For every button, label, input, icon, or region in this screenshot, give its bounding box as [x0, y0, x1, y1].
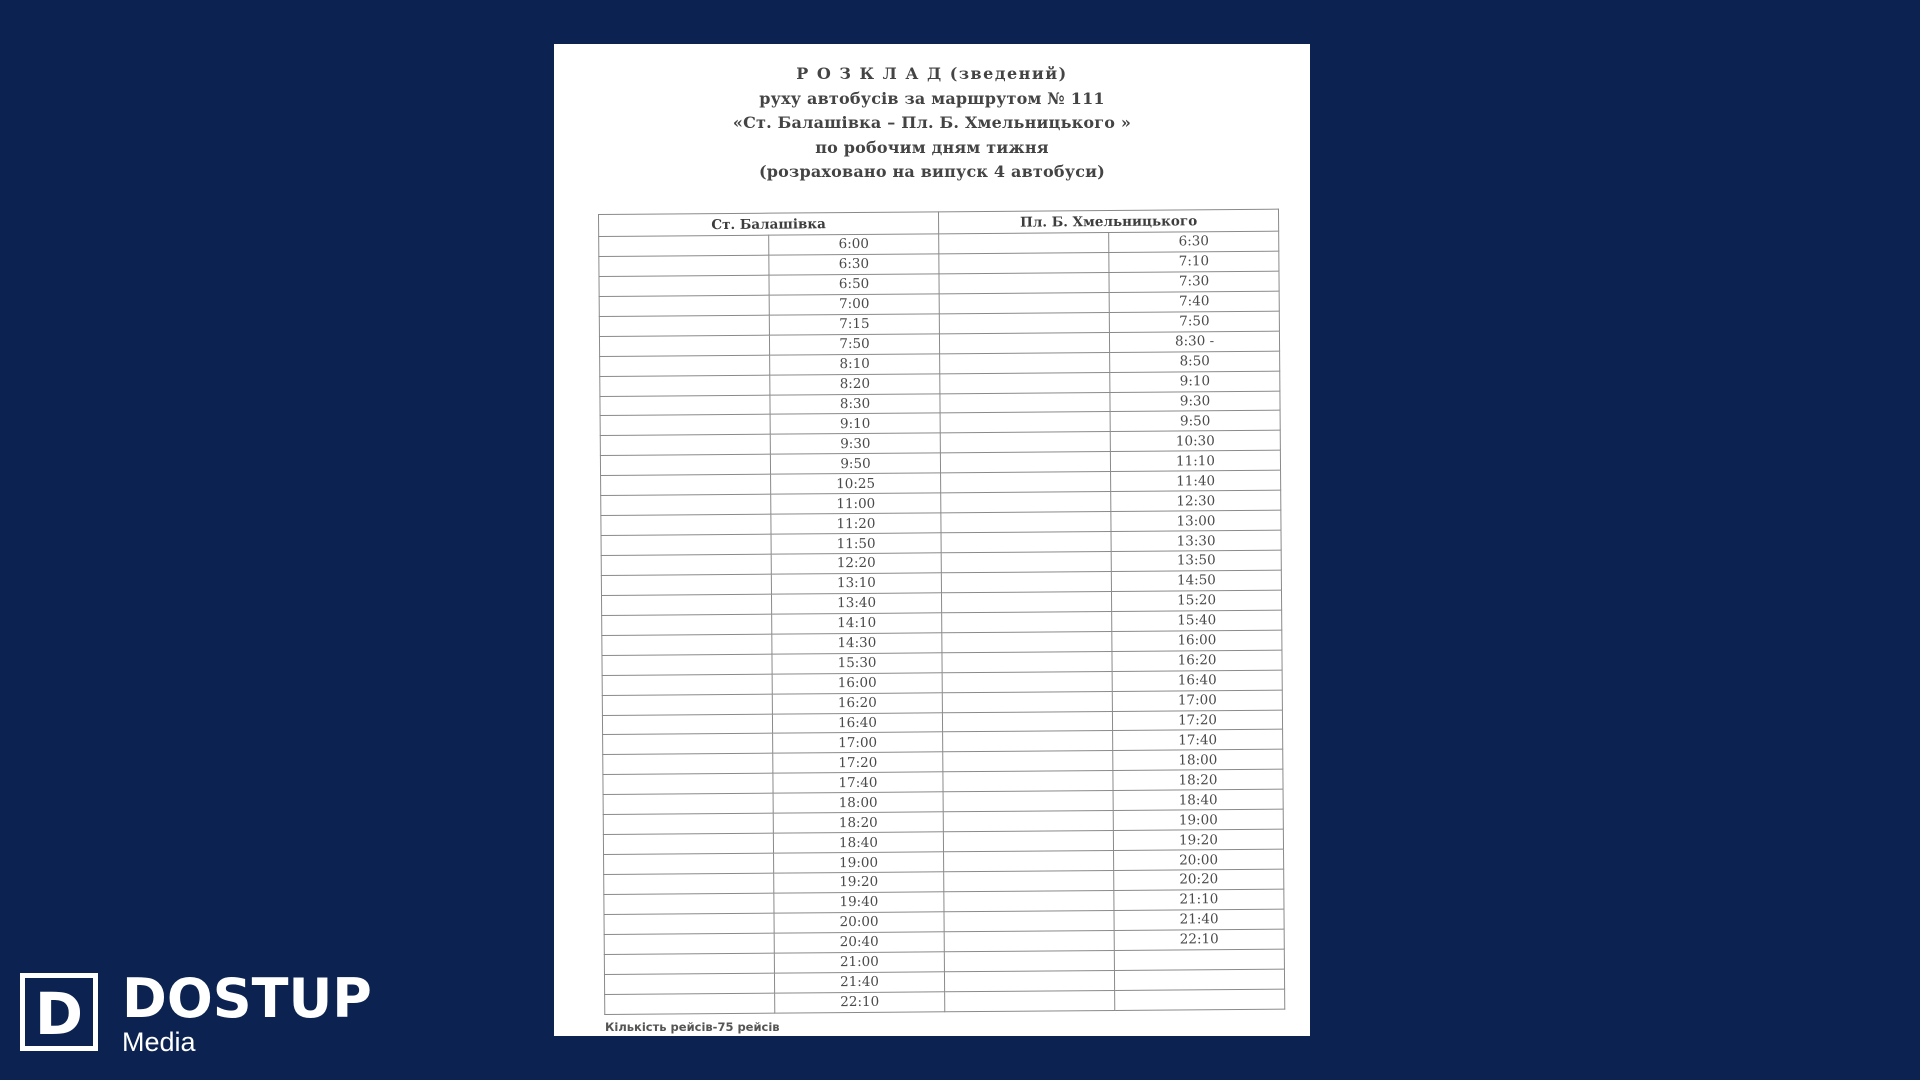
empty-cell — [939, 252, 1109, 273]
empty-cell — [602, 694, 772, 715]
balashivka-time: 17:00 — [773, 732, 943, 753]
empty-cell — [602, 614, 772, 635]
khmelnytskoho-time: 20:00 — [1114, 849, 1284, 870]
empty-cell — [943, 751, 1113, 772]
empty-cell — [600, 415, 770, 436]
balashivka-time: 17:20 — [773, 752, 943, 773]
khmelnytskoho-time: 17:00 — [1112, 690, 1282, 711]
balashivka-time: 21:40 — [774, 971, 944, 992]
empty-cell — [941, 472, 1111, 493]
table-row — [605, 989, 1285, 1014]
empty-cell — [942, 711, 1112, 732]
empty-cell — [945, 990, 1115, 1011]
balashivka-time: 20:00 — [774, 912, 944, 933]
empty-cell — [944, 970, 1114, 991]
empty-cell — [944, 930, 1114, 951]
empty-cell — [941, 532, 1111, 553]
balashivka-time: 16:20 — [772, 692, 942, 713]
empty-cell — [941, 551, 1111, 572]
khmelnytskoho-time: 7:30 — [1109, 271, 1279, 292]
empty-cell — [943, 831, 1113, 852]
logo-name: DOSTUP — [122, 967, 372, 1030]
empty-cell — [944, 950, 1114, 971]
empty-cell — [599, 335, 769, 356]
khmelnytskoho-time: 16:40 — [1112, 670, 1282, 691]
khmelnytskoho-time: 8:50 — [1110, 351, 1280, 372]
khmelnytskoho-time: 11:40 — [1111, 470, 1281, 491]
empty-cell — [603, 773, 773, 794]
khmelnytskoho-time: 20:20 — [1114, 869, 1284, 890]
document-heading — [554, 62, 1310, 185]
empty-cell — [601, 534, 771, 555]
khmelnytskoho-time: 18:40 — [1113, 789, 1283, 810]
khmelnytskoho-time: 15:40 — [1112, 610, 1282, 631]
khmelnytskoho-time: 9:10 — [1110, 371, 1280, 392]
balashivka-time: 17:40 — [773, 772, 943, 793]
balashivka-time: 8:10 — [770, 353, 940, 374]
empty-cell — [604, 873, 774, 894]
empty-cell — [602, 634, 772, 655]
empty-cell — [940, 392, 1110, 413]
balashivka-time: 9:10 — [770, 413, 940, 434]
empty-cell — [604, 973, 774, 994]
khmelnytskoho-time: 8:30 - — [1109, 331, 1279, 352]
empty-cell — [599, 275, 769, 296]
khmelnytskoho-time — [1114, 969, 1284, 990]
balashivka-time: 16:00 — [772, 672, 942, 693]
balashivka-time: 19:40 — [774, 892, 944, 913]
empty-cell — [604, 953, 774, 974]
khmelnytskoho-time: 7:10 — [1109, 251, 1279, 272]
trips-count-note: Кількість рейсів-75 рейсів — [605, 1020, 780, 1034]
khmelnytskoho-time: 9:30 — [1110, 391, 1280, 412]
empty-cell — [600, 355, 770, 376]
empty-cell — [604, 893, 774, 914]
schedule-table-body — [599, 231, 1285, 1014]
empty-cell — [604, 853, 774, 874]
heading-title: Р О З К Л А Д (зведений) — [796, 64, 1068, 83]
khmelnytskoho-time: 13:00 — [1111, 510, 1281, 531]
heading-buses: (розраховано на випуск 4 автобуси) — [759, 162, 1105, 181]
empty-cell — [603, 793, 773, 814]
balashivka-time: 7:50 — [769, 334, 939, 355]
schedule-table — [598, 209, 1285, 1015]
khmelnytskoho-time: 22:10 — [1114, 929, 1284, 950]
empty-cell — [600, 454, 770, 475]
khmelnytskoho-time: 12:30 — [1111, 490, 1281, 511]
empty-cell — [601, 594, 771, 615]
balashivka-time: 18:00 — [773, 792, 943, 813]
empty-cell — [603, 813, 773, 834]
empty-cell — [944, 890, 1114, 911]
empty-cell — [942, 691, 1112, 712]
empty-cell — [601, 474, 771, 495]
heading-days: по робочим дням тижня — [815, 137, 1049, 157]
khmelnytskoho-time: 11:10 — [1110, 450, 1280, 471]
khmelnytskoho-time: 21:40 — [1114, 909, 1284, 930]
khmelnytskoho-time: 16:00 — [1112, 630, 1282, 651]
empty-cell — [944, 870, 1114, 891]
balashivka-time: 8:30 — [770, 393, 940, 414]
empty-cell — [599, 235, 769, 256]
balashivka-time: 22:10 — [775, 991, 945, 1012]
khmelnytskoho-time: 18:00 — [1113, 750, 1283, 771]
empty-cell — [601, 494, 771, 515]
empty-cell — [943, 791, 1113, 812]
khmelnytskoho-time: 7:50 — [1109, 311, 1279, 332]
empty-cell — [601, 574, 771, 595]
empty-cell — [939, 232, 1109, 253]
khmelnytskoho-time — [1114, 949, 1284, 970]
empty-cell — [942, 591, 1112, 612]
logo-letter: D — [34, 980, 84, 1048]
khmelnytskoho-time: 6:30 — [1109, 231, 1279, 252]
empty-cell — [599, 255, 769, 276]
balashivka-time: 6:00 — [769, 234, 939, 255]
empty-cell — [604, 933, 774, 954]
empty-cell — [942, 631, 1112, 652]
heading-route: руху автобусів за маршрутом № 111 — [759, 88, 1105, 108]
empty-cell — [600, 435, 770, 456]
empty-cell — [600, 375, 770, 396]
empty-cell — [600, 395, 770, 416]
empty-cell — [940, 412, 1110, 433]
empty-cell — [941, 512, 1111, 533]
khmelnytskoho-time: 14:50 — [1111, 570, 1281, 591]
heading-stops: «Ст. Балашівка – Пл. Б. Хмельницького » — [732, 113, 1132, 132]
logo-mark — [20, 973, 98, 1051]
empty-cell — [601, 514, 771, 535]
balashivka-time: 13:10 — [771, 573, 941, 594]
khmelnytskoho-time: 16:20 — [1112, 650, 1282, 671]
khmelnytskoho-time: 19:00 — [1113, 809, 1283, 830]
logo-subtitle: Media — [122, 1027, 196, 1057]
balashivka-time: 10:25 — [771, 473, 941, 494]
logo-wordmark — [122, 967, 372, 1057]
empty-cell — [944, 910, 1114, 931]
empty-cell — [603, 734, 773, 755]
empty-cell — [939, 332, 1109, 353]
balashivka-time: 13:40 — [771, 593, 941, 614]
balashivka-time: 11:00 — [771, 493, 941, 514]
balashivka-time: 12:20 — [771, 553, 941, 574]
empty-cell — [942, 671, 1112, 692]
balashivka-time: 14:10 — [772, 613, 942, 634]
empty-cell — [599, 295, 769, 316]
khmelnytskoho-time: 21:10 — [1114, 889, 1284, 910]
balashivka-time: 7:00 — [769, 294, 939, 315]
empty-cell — [599, 315, 769, 336]
balashivka-time: 14:30 — [772, 633, 942, 654]
empty-cell — [939, 312, 1109, 333]
empty-cell — [941, 571, 1111, 592]
empty-cell — [942, 651, 1112, 672]
balashivka-time: 19:00 — [774, 852, 944, 873]
header-balashivka: Ст. Балашівка — [599, 212, 939, 237]
khmelnytskoho-time: 7:40 — [1109, 291, 1279, 312]
khmelnytskoho-time: 17:20 — [1112, 710, 1282, 731]
empty-cell — [940, 432, 1110, 453]
empty-cell — [604, 913, 774, 934]
balashivka-time: 21:00 — [774, 952, 944, 973]
balashivka-time: 9:30 — [770, 433, 940, 454]
empty-cell — [940, 352, 1110, 373]
empty-cell — [940, 372, 1110, 393]
empty-cell — [943, 811, 1113, 832]
empty-cell — [942, 611, 1112, 632]
empty-cell — [602, 674, 772, 695]
empty-cell — [601, 554, 771, 575]
khmelnytskoho-time: 10:30 — [1110, 431, 1280, 452]
header-khmelnytskoho: Пл. Б. Хмельницького — [939, 209, 1279, 234]
khmelnytskoho-time: 13:30 — [1111, 530, 1281, 551]
balashivka-time: 7:15 — [769, 314, 939, 335]
khmelnytskoho-time: 18:20 — [1113, 769, 1283, 790]
balashivka-time: 11:20 — [771, 513, 941, 534]
empty-cell — [941, 492, 1111, 513]
empty-cell — [943, 731, 1113, 752]
balashivka-time: 8:20 — [770, 373, 940, 394]
balashivka-time: 11:50 — [771, 533, 941, 554]
schedule-document — [554, 44, 1310, 1036]
khmelnytskoho-time — [1115, 989, 1285, 1010]
balashivka-time: 18:40 — [773, 832, 943, 853]
empty-cell — [603, 833, 773, 854]
empty-cell — [943, 771, 1113, 792]
empty-cell — [939, 292, 1109, 313]
balashivka-time: 15:30 — [772, 652, 942, 673]
khmelnytskoho-time: 13:50 — [1111, 550, 1281, 571]
khmelnytskoho-time: 9:50 — [1110, 411, 1280, 432]
balashivka-time: 19:20 — [774, 872, 944, 893]
empty-cell — [602, 654, 772, 675]
balashivka-time: 6:30 — [769, 254, 939, 275]
empty-cell — [944, 851, 1114, 872]
balashivka-time: 16:40 — [772, 712, 942, 733]
balashivka-time: 18:20 — [773, 812, 943, 833]
balashivka-time: 20:40 — [774, 932, 944, 953]
khmelnytskoho-time: 15:20 — [1111, 590, 1281, 611]
balashivka-time: 9:50 — [770, 453, 940, 474]
empty-cell — [603, 754, 773, 775]
balashivka-time: 6:50 — [769, 274, 939, 295]
khmelnytskoho-time: 19:20 — [1113, 829, 1283, 850]
empty-cell — [602, 714, 772, 735]
empty-cell — [605, 993, 775, 1014]
dostup-logo — [20, 967, 372, 1057]
khmelnytskoho-time: 17:40 — [1113, 730, 1283, 751]
empty-cell — [940, 452, 1110, 473]
empty-cell — [939, 272, 1109, 293]
